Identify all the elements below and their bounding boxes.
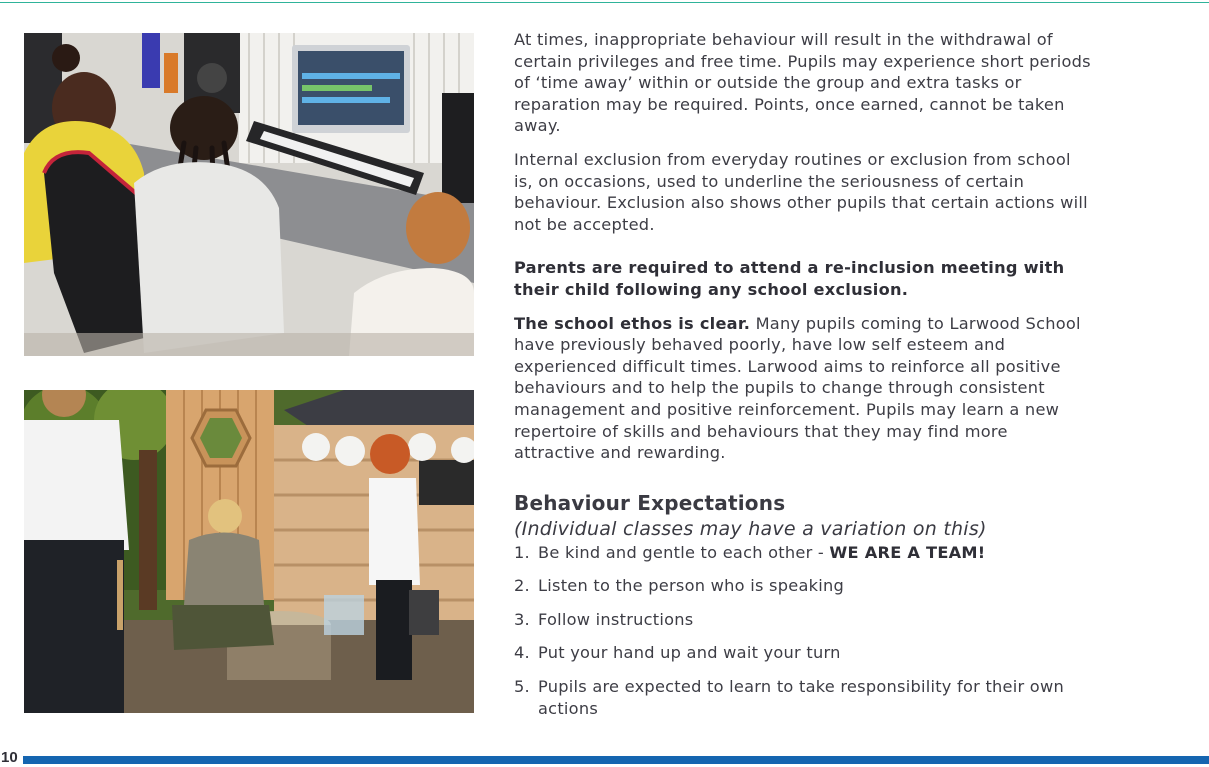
list-item-emphasis: WE ARE A TEAM! bbox=[829, 542, 986, 562]
list-item bbox=[514, 609, 1094, 631]
top-rule bbox=[0, 2, 1209, 3]
paragraph-school-ethos bbox=[514, 313, 1094, 464]
paragraph-parents-meeting: Parents are required to attend a re-inclusion meeting with their child following any school exclusion. bbox=[514, 258, 1065, 299]
list-item-text: Put your hand up and wait your turn bbox=[538, 643, 841, 663]
forest-school-photo bbox=[24, 390, 474, 713]
section-heading: Behaviour Expectations bbox=[514, 490, 786, 515]
page-number: 10 bbox=[1, 749, 18, 766]
paragraph-privileges: At times, inappropriate behaviour will result in the withdrawal of certain privileges and free time. Pupils may experience short periods of ‘time away’ within or outside the group and extra tasks or reparation may be required. Points, once earned, cannot be taken away. bbox=[514, 30, 1091, 136]
paragraph-exclusion: Internal exclusion from everyday routines or exclusion from school is, on occasions, used to underline the seriousness of certain behaviour. Exclusion also shows other pupils that certain actions will not be accepted. bbox=[514, 149, 1088, 234]
section-subheading: (Individual classes may have a variation on this) bbox=[514, 517, 987, 540]
list-number: 5. bbox=[514, 677, 530, 697]
list-number: 4. bbox=[514, 643, 530, 663]
music-studio-photo bbox=[24, 33, 474, 356]
list-item bbox=[514, 676, 1094, 719]
text-column bbox=[514, 29, 1094, 731]
list-number: 2. bbox=[514, 576, 530, 596]
list-item bbox=[514, 642, 1094, 664]
ethos-lead: The school ethos is clear. bbox=[514, 313, 751, 333]
list-item-text: Pupils are expected to learn to take responsibility for their own actions bbox=[538, 677, 1064, 718]
list-item bbox=[514, 575, 1094, 597]
list-item bbox=[514, 542, 1094, 564]
list-item-text: Follow instructions bbox=[538, 609, 694, 629]
list-number: 3. bbox=[514, 609, 530, 629]
list-item-text: Be kind and gentle to each other - bbox=[538, 542, 830, 562]
list-item-text: Listen to the person who is speaking bbox=[538, 576, 845, 596]
ethos-text: Many pupils coming to Larwood School have previously behaved poorly, have low self esteem and experienced difficult times. Larwood aims to reinforce all positive behaviours and to help the pupils to change through consistent management and positive reinforcement. Pupils may learn a new repertoire of skills and behaviours that they may find more attractive and rewarding. bbox=[514, 313, 1081, 463]
footer-bar bbox=[23, 756, 1209, 764]
list-number: 1. bbox=[514, 542, 530, 562]
expectations-list bbox=[514, 542, 1094, 720]
